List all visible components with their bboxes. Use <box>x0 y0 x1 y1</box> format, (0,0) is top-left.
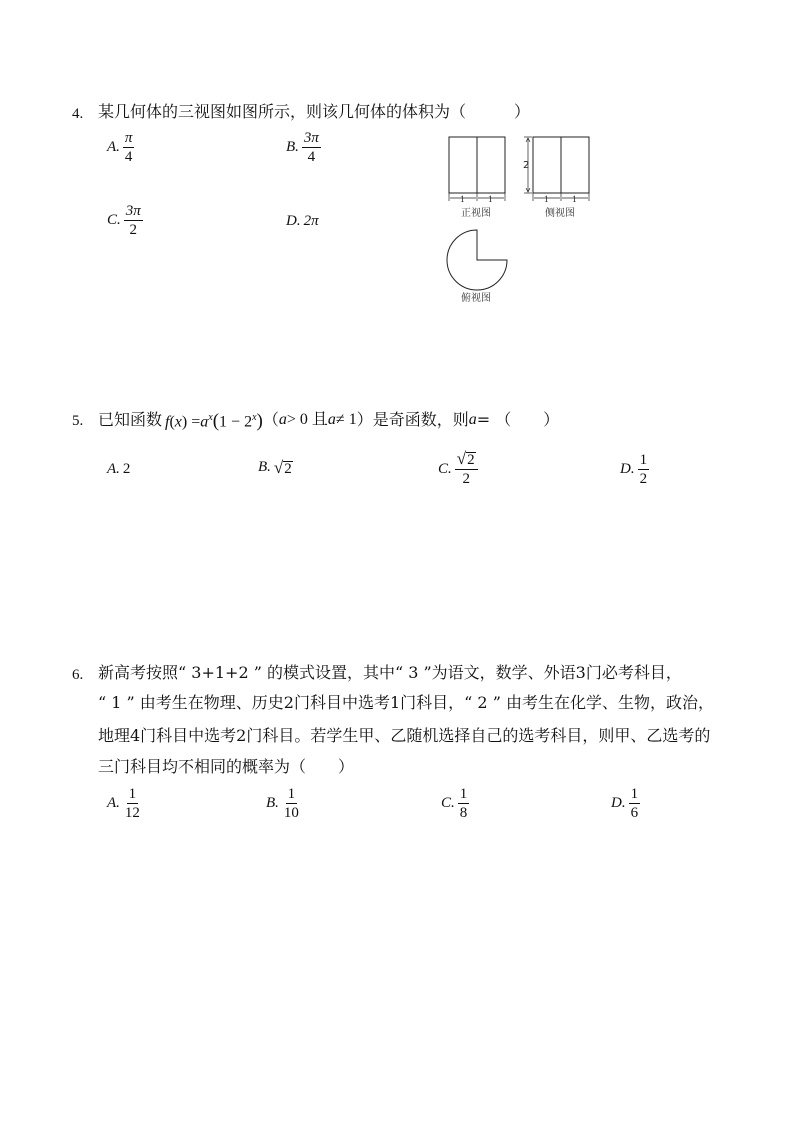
q6-line-3: 地理4门科目中选考2门科目。若学生甲、乙随机选择自己的选考科目，则甲、乙选考的 <box>98 726 711 745</box>
q6-line-2: “ 1 ” 由考生在物理、历史2门科目中选考1门科目，“ 2 ” 由考生在化学、生物，政治， <box>98 693 714 712</box>
option-label: B. <box>286 139 299 155</box>
option-fraction <box>458 786 470 821</box>
side-view-caption: 侧视图 <box>545 208 575 219</box>
fraction-denominator: 2 <box>639 471 648 487</box>
q6-number: 6. <box>72 667 84 683</box>
sqrt-radicand: 2 <box>467 452 475 468</box>
three-view-figure <box>440 130 600 310</box>
q6-line-1: 新高考按照“ 3+1+2 ” 的模式设置，其中“ 3 ”为语文，数学、外语3门必考科目， <box>98 663 682 682</box>
q5-cond-a1: a <box>278 411 287 429</box>
fraction-denominator: 6 <box>630 805 639 821</box>
fraction-denominator: 2 <box>129 222 138 238</box>
q5-cond-suffix: ）是奇函数，则 <box>356 410 469 430</box>
front-view <box>449 137 505 201</box>
option-value: 2π <box>303 213 319 229</box>
q6-option-c[interactable] <box>441 786 469 821</box>
side-view <box>524 137 589 201</box>
side-dim-right: 1 <box>572 194 577 204</box>
q4-stem: 某几何体的三视图如图所示，则该几何体的体积为（ ） <box>98 102 531 121</box>
front-dim-left: 1 <box>460 194 465 204</box>
front-view-caption: 正视图 <box>461 208 491 219</box>
option-fraction <box>302 130 321 165</box>
option-label: D. <box>611 795 626 811</box>
q5-option-a[interactable] <box>107 461 130 478</box>
option-label: A. <box>107 795 120 811</box>
option-label: A. <box>107 461 120 477</box>
q5-function: $f(x) =a^x(1 - 2^x)$ <box>165 410 263 432</box>
fraction-denominator: 4 <box>307 149 316 165</box>
func-f: f <box>165 413 170 431</box>
fraction-denominator: 8 <box>459 805 468 821</box>
q5-option-d[interactable] <box>620 452 649 487</box>
option-label: C. <box>107 212 121 228</box>
option-label: D. <box>286 213 301 229</box>
option-fraction <box>638 452 650 487</box>
option-label: B. <box>266 795 279 811</box>
fraction-numerator: π <box>124 130 133 146</box>
q5-ask-a: a <box>468 411 477 429</box>
fraction-denominator: 12 <box>124 805 140 821</box>
option-fraction <box>123 130 135 165</box>
q4-option-d[interactable] <box>286 213 319 230</box>
option-value: 2 <box>122 461 131 477</box>
fraction-denominator: 4 <box>124 149 133 165</box>
fraction-denominator: 10 <box>283 805 299 821</box>
q5-option-b[interactable] <box>258 459 293 476</box>
q5-cond-gt: > 0 且 <box>286 411 328 429</box>
sqrt-radicand: 2 <box>284 460 292 477</box>
option-label: A. <box>107 139 120 155</box>
func-x: x <box>174 413 182 431</box>
top-view-three-quarter-circle <box>447 230 507 290</box>
q6-line-4: 三门科目均不相同的概率为（ ） <box>98 757 355 776</box>
q4-option-c[interactable] <box>107 203 143 238</box>
fraction-numerator: √ 2 <box>455 451 478 470</box>
q5-cond-a2: a <box>327 411 336 429</box>
top-view <box>447 230 507 290</box>
option-fraction <box>124 203 143 238</box>
fraction-numerator: 1 <box>630 786 639 802</box>
sqrt-expression: √ 2 <box>273 457 292 477</box>
option-label: B. <box>258 459 271 475</box>
q5-ask-eq: = （ ） <box>476 410 560 430</box>
q6-option-b[interactable] <box>266 786 301 821</box>
option-fraction <box>455 451 478 487</box>
top-view-caption: 俯视图 <box>461 293 491 304</box>
option-label: D. <box>620 461 635 477</box>
option-fraction <box>282 786 301 821</box>
fraction-numerator: 1 <box>287 786 296 802</box>
q4-number: 4. <box>72 106 84 122</box>
fraction-numerator: 3π <box>125 203 141 219</box>
fraction-numerator: 1 <box>639 452 648 468</box>
option-label: C. <box>438 460 452 477</box>
q5-number: 5. <box>72 413 84 429</box>
q5-stem <box>98 408 559 432</box>
func-a: a <box>200 413 209 431</box>
fraction-denominator: 2 <box>462 471 470 487</box>
q5-stem-prefix: 已知函数 <box>98 410 163 430</box>
q6-option-a[interactable] <box>107 786 142 821</box>
q5-cond-ne: ≠ 1 <box>335 411 357 429</box>
fraction-numerator: 1 <box>459 786 468 802</box>
option-fraction <box>629 786 641 821</box>
func-a-exp: x <box>208 412 213 423</box>
func-inner: 1 − 2 <box>219 413 253 431</box>
func-inner-exp: x <box>252 412 257 423</box>
front-dim-right: 1 <box>488 194 493 204</box>
q5-option-c[interactable] <box>438 451 478 487</box>
fraction-numerator: 1 <box>128 786 137 802</box>
q4-option-a[interactable] <box>107 130 134 165</box>
fraction-numerator: 3π <box>303 130 319 146</box>
q4-option-b[interactable] <box>286 130 321 165</box>
side-dim-left: 1 <box>544 194 549 204</box>
func-eq: = <box>191 413 201 431</box>
option-fraction <box>123 786 142 821</box>
q6-option-d[interactable] <box>611 786 640 821</box>
q5-cond-prefix: （ <box>262 410 279 430</box>
option-label: C. <box>441 795 455 811</box>
dim-height-label: 2 <box>523 160 530 171</box>
